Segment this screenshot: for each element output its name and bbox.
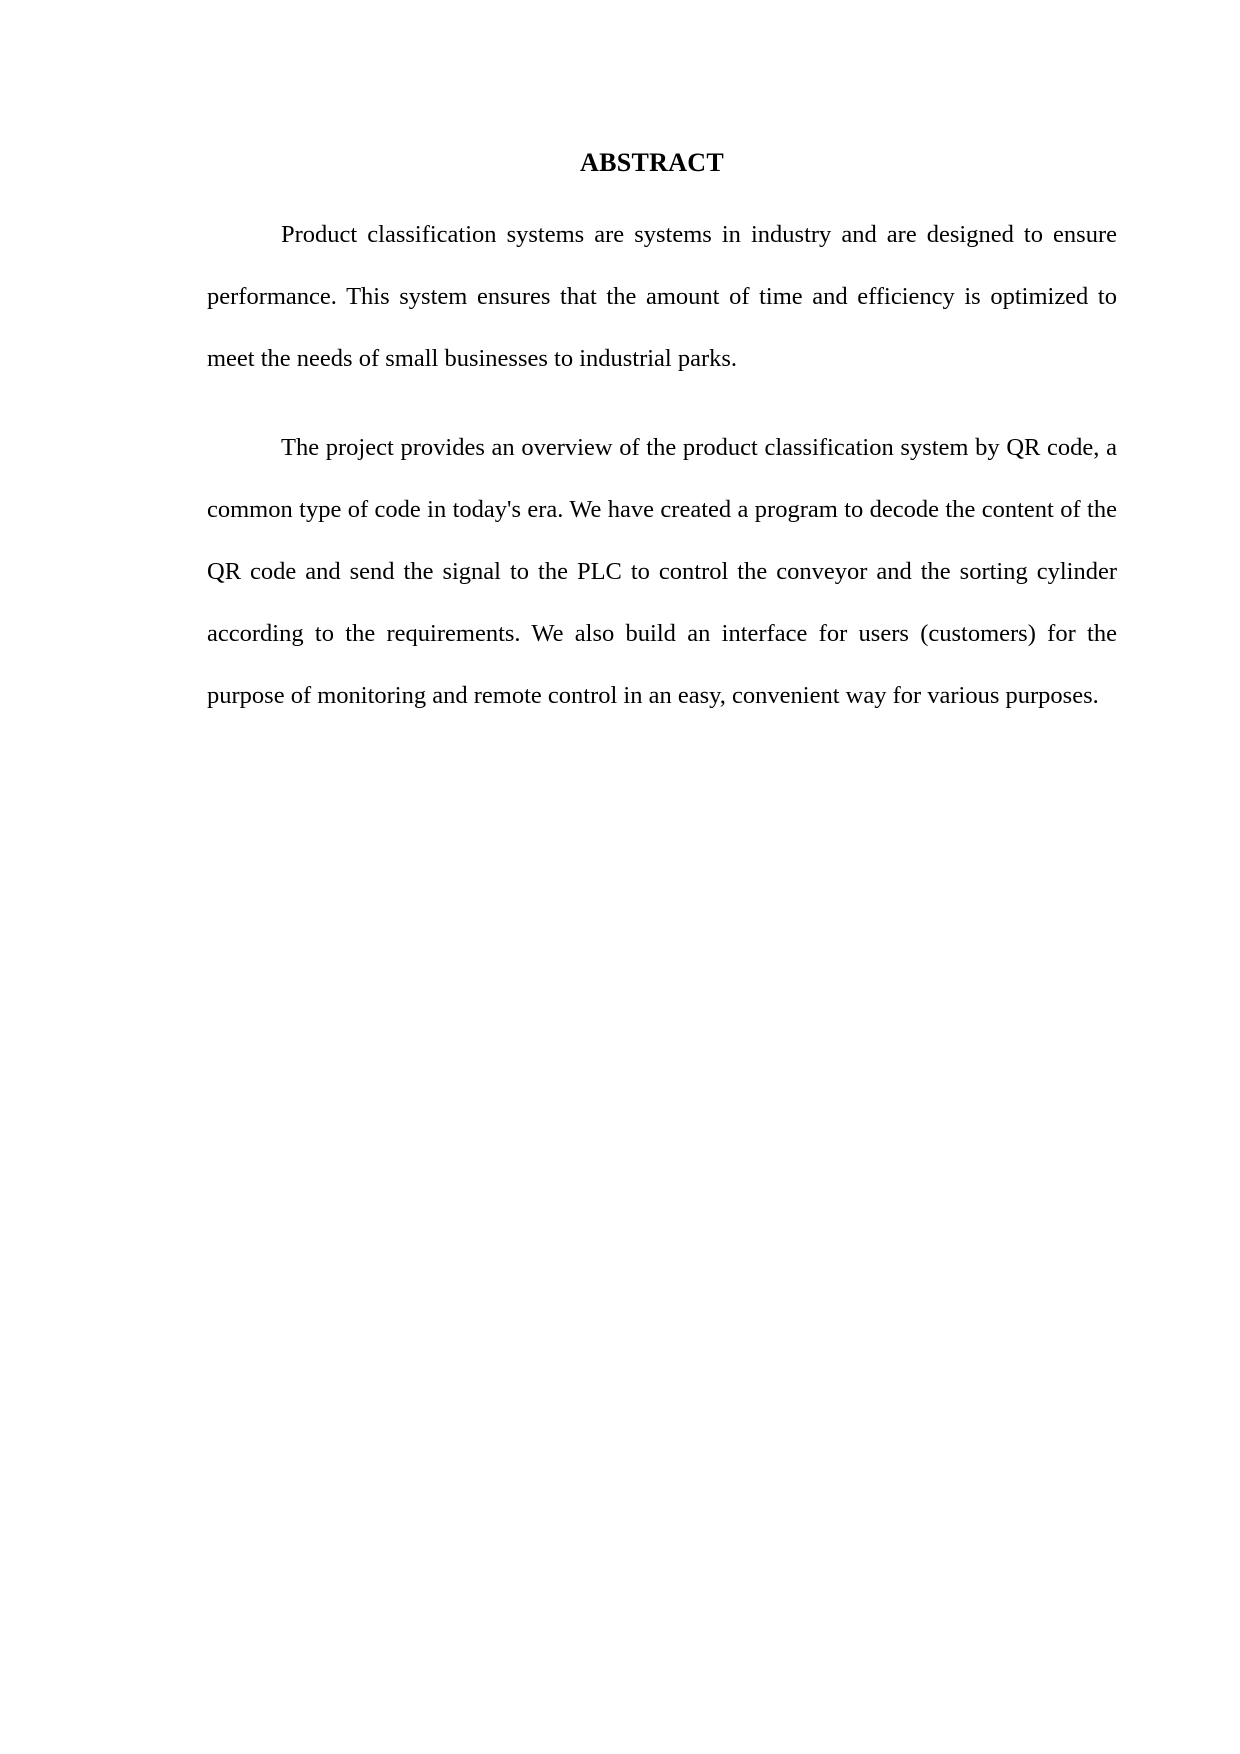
abstract-paragraph-1 [207, 204, 1117, 390]
paragraph-text: The project provides an overview of the product classification system by QR code, a common type of code in today's era. We have created a program to decode the content of the QR code and send the signal to the PLC to control the conveyor and the sorting cylinder according to the requirements. We also build an interface for users (customers) for the purpose of monitoring and remote control in an easy, convenient way for various purposes. [207, 434, 1117, 709]
abstract-paragraph-2 [207, 417, 1117, 727]
paragraph-text: Product classification systems are systems in industry and are designed to ensure performance. This system ensures that the amount of time and efficiency is optimized to meet the needs of small businesses to industrial parks. [207, 221, 1117, 372]
abstract-heading: ABSTRACT [580, 148, 724, 177]
